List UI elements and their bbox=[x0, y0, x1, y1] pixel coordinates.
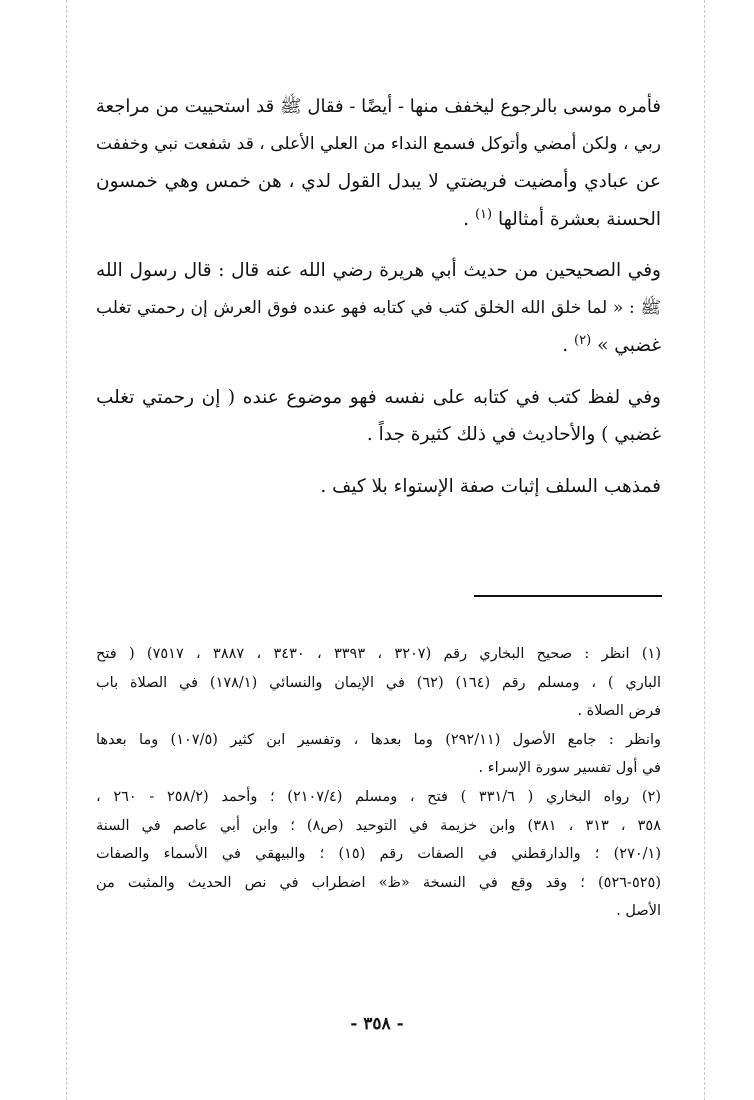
text-line: غضبي ) والأحاديث في ذلك كثيرة جداً . bbox=[366, 424, 661, 445]
text-line: ربي ، ولكن أمضي وأتوكل فسمع النداء من العلي الأعلى ، قد شفعت نبي وخففت bbox=[96, 133, 662, 154]
paragraph bbox=[96, 379, 661, 454]
text-line: الحسنة بعشرة أمثالها bbox=[497, 208, 661, 230]
text-line: وفي لفظ كتب في كتابه على نفسه فهو موضوع عنده ( إن رحمتي تغلب bbox=[96, 386, 661, 408]
footnote-line: ٣٥٨ ، ٣١٣ ، ٣٨١) وابن خزيمة في التوحيد (ص٨) ؛ وابن أبي عاصم في السنة bbox=[96, 817, 661, 834]
footnote-line: في أول تفسير سورة الإسراء . bbox=[478, 760, 661, 777]
scan-guide-line-right bbox=[704, 0, 705, 1100]
sentence-end: . bbox=[463, 208, 475, 230]
footnote-separator bbox=[474, 595, 662, 597]
paragraph bbox=[96, 88, 661, 238]
footnote bbox=[96, 726, 661, 783]
scan-guide-line-left bbox=[66, 0, 67, 1100]
footnote bbox=[96, 640, 661, 726]
footnote-line: (٥٢٥-٥٢٦) ؛ وقد وقع في النسخة «ظ» اضطراب في نص الحديث والمثبت من bbox=[96, 874, 661, 891]
footnotes bbox=[96, 640, 661, 926]
text-line-with-footnote bbox=[96, 327, 661, 365]
footnote-line: فرض الصلاة . bbox=[577, 703, 661, 720]
page-number: - ٣٥٨ - bbox=[350, 1014, 404, 1034]
paragraph bbox=[96, 468, 661, 506]
paragraph bbox=[96, 252, 661, 365]
text-line: غضبي » bbox=[597, 335, 661, 356]
footnote-line: (٢٧٠/١) ؛ والدارقطني في الصفات رقم (١٥) ؛ والبيهقي في الأسماء والصفات bbox=[96, 846, 661, 863]
footnote bbox=[96, 783, 661, 926]
text-line-with-footnote bbox=[96, 201, 661, 239]
footnote-line: الأصل . bbox=[616, 903, 661, 920]
text-line: ﷺ : « لما خلق الله الخلق كتب في كتابه فهو عنده فوق العرش إن رحمتي تغلب bbox=[96, 297, 661, 318]
footnote-line: (١) انظر : صحيح البخاري رقم (٣٢٠٧ ، ٣٣٩٣ ، ٣٤٣٠ ، ٣٨٨٧ ، ٧٥١٧) ( فتح bbox=[96, 646, 661, 662]
text-line: فأمره موسى بالرجوع ليخفف منها - أيضًا - فقال ﷺ قد استحييت من مراجعة bbox=[95, 96, 661, 117]
text-line: فمذهب السلف إثبات صفة الإستواء بلا كيف . bbox=[320, 475, 661, 497]
footnote-reference: (٢) bbox=[574, 332, 592, 348]
footnote-line: (٢) رواه البخاري ( ٣٣١/٦ ) فتح ، ومسلم (٢١٠٧/٤) ؛ وأحمد (٢٥٨/٢ - ٢٦٠ ، bbox=[96, 788, 661, 805]
text-line: عن عبادي وأمضيت فريضتي لا يبدل القول لدي ، هن خمس وهي خمسون bbox=[96, 171, 661, 192]
footnote-reference: (١) bbox=[474, 206, 493, 222]
footnote-line: وانظر : جامع الأصول (٢٩٢/١١) وما بعدها ، وتفسير ابن كثير (١٠٧/٥) وما بعدها bbox=[96, 731, 661, 748]
footnote-line: الباري ) ، ومسلم رقم (١٦٤) (٦٢) في الإيمان والنسائي (١٧٨/١) في الصلاة باب bbox=[96, 674, 661, 691]
main-text bbox=[96, 88, 661, 505]
text-line: وفي الصحيحين من حديث أبي هريرة رضي الله عنه قال : قال رسول الله bbox=[96, 260, 661, 281]
sentence-end: . bbox=[562, 335, 575, 356]
